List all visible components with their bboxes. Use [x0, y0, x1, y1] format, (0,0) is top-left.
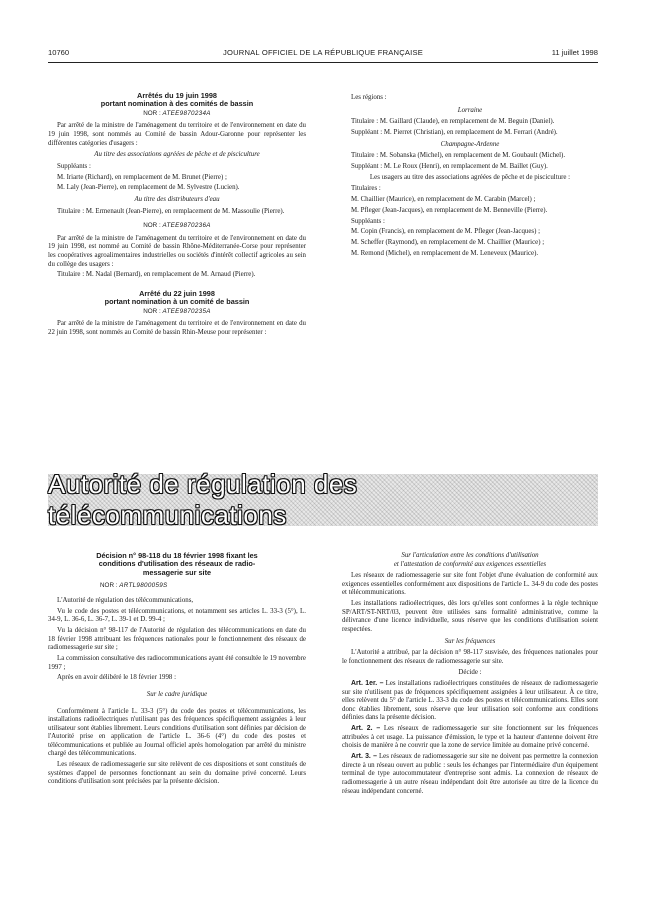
decide-heading: Décide : [458, 668, 482, 676]
paragraph: Suppléants : [57, 162, 91, 170]
section-subheading: Sur le cadre juridique [146, 690, 208, 698]
section-subheading: Au titre des associations agréées de pêche et de pisciculture [94, 151, 260, 159]
paragraph: Les régions : [351, 94, 387, 101]
paragraph: Suppléant : M. Le Roux (Henri), en remplacement de M. Baillet (Guy). [351, 162, 548, 170]
left-top-column [48, 92, 306, 340]
paragraph: Titulaire : M. Nadal (Bernard), en remplacement de M. Arnaud (Pierre). [57, 271, 256, 279]
article-2: Art. 2. – Les réseaux de radiomessagerie sur site fonctionnent sur les fréquences attribuées à cet usage. La puissance d'émission, le type et la hauteur d'antenne doivent être choisis de manière à ne couvrir que la zone de service limitée au domaine privé concerné. [342, 725, 598, 750]
banner-title: Autorité de régulation des télécommunications [48, 469, 358, 530]
paragraph: Par arrêté de la ministre de l'aménagement du territoire et de l'environnement en date du 19 juin 1998, sont nommés au Comité de bassin Adour-Garonne pour représenter les différentes catégories d'usagers : [48, 122, 306, 147]
paragraph: L'Autorité de régulation des télécommunications, [57, 596, 194, 604]
arretes-subtitle: portant nomination à des comités de bassin [100, 99, 254, 109]
paragraph: Titulaire : M. Sobanska (Michel), en remplacement de M. Goubault (Michel). [351, 152, 566, 160]
arretes-title: Arrêtés du 19 juin 1998 [137, 91, 217, 100]
nor-reference: NOR : ATEE9870236A [143, 222, 211, 230]
paragraph: M. Iriarte (Richard), en remplacement de M. Brunet (Pierre) ; [57, 173, 227, 181]
article-1: Art. 1er. – Les installations radioélectriques constituées de réseaux de radiomessagerie sur site n'utilisent pas de fréquences spécifiquement assignées à leur utilisateur. À ce titre, elles relèvent du 5° de l'article L. 33-3 du code des postes et télécommunications. Elles sont donc établies librement, sous réserve que leur utilisation soit conforme aux conditions définies dans la présente décision. [342, 680, 598, 722]
paragraph: Titulaire : M. Ermenault (Jean-Pierre), en remplacement de M. Massoulie (Pierre). [57, 207, 285, 215]
region-heading: Lorraine [457, 106, 483, 114]
paragraph: M. Remond (Michel), en remplacement de M. Leneveux (Maurice). [351, 250, 539, 257]
paragraph: Les réseaux de radiomessagerie sur site relèvent de ces dispositions et sont constitués de systèmes d'appel de personnes fonctionnant au sein du domaine privé concerné. Leurs conditions d'utilisation sont précisées par la présente décision. [48, 761, 306, 786]
paragraph: M. Copin (Francis), en remplacement de M. Pfleger (Jean-Jacques) ; [351, 228, 541, 236]
arrete-subtitle: portant nomination à un comité de bassin [104, 297, 250, 307]
paragraph: Conformément à l'article L. 33-3 (5°) du code des postes et télécommunications, les installations radioélectriques n'utilisant pas des fréquences spécifiquement assignées à leur utilisateur sont établies librement. Leurs conditions d'utilisation sont définies par décision de l'Autorité prise en application de l'article L. 36-6 (4°) du code des postes et télécommunications et publiée au Journal officiel après homologation par arrêté du ministre chargé des télécommunications. [48, 707, 306, 758]
paragraph: La commission consultative des radiocommunications ayant été consultée le 19 novembre 1997 ; [48, 654, 306, 671]
paragraph: M. Scheffer (Raymond), en remplacement de M. Chaillier (Maurice) ; [351, 239, 545, 247]
paragraph: M. Pfleger (Jean-Jacques), en remplacement de M. Benneville (Pierre). [351, 206, 548, 214]
right-top-column [342, 94, 598, 261]
page-number: 10760 [48, 48, 70, 57]
paragraph: Les installations radioélectriques, dès lors qu'elles sont conformes à la règle technique SP/ART/ST-NRT/03, peuvent être utilisées sans formalité administrative, comme la délivrance d'une licence individuelle, sous réserve que les conditions d'utilisation soient respectées. [342, 600, 598, 633]
paragraph: Titulaires : [351, 185, 381, 193]
section-subheading: Les usagers au titre des associations agréées de pêche et de pisciculture : [369, 173, 571, 181]
paragraph: Vu la décision n° 98-117 de l'Autorité de régulation des télécommunications en date du 18 février 1998 attribuant les fréquences nationales pour le fonctionnement des réseaux de radiomessagerie sur site ; [48, 626, 306, 652]
nor-reference: NOR : ARTL9800059S [100, 582, 168, 590]
paragraph: Les réseaux de radiomessagerie sur site font l'objet d'une évaluation de conformité aux exigences essentielles conformément aux dispositions de l'article L. 34-9 du code des postes et télécommunications. [342, 572, 598, 597]
article-label: Art. 1er. – [351, 680, 384, 688]
section-subheading: et l'attestation de conformité aux exigences essentielles [393, 560, 547, 568]
paragraph: M. Laly (Jean-Pierre), en remplacement de M. Sylvestre (Lucien). [57, 184, 240, 192]
decision-title: conditions d'utilisation des réseaux de radio- [98, 559, 256, 569]
decision-title: Décision n° 98-118 du 18 février 1998 fixant les [96, 551, 258, 560]
section-subheading: Sur l'articulation entre les conditions d'utilisation [401, 552, 539, 559]
paragraph: Par arrêté de la ministre de l'aménagement du territoire et de l'environnement en date du 22 juin 1998, sont nommés au Comité de bassin Rhin-Meuse pour représenter : [48, 320, 306, 337]
article-3: Art. 3. – Les réseaux de radiomessagerie sur site ne doivent pas permettre la connexion directe à un réseau ouvert au public : seuls les échanges par l'intermédiaire d'un équipement terminal de type autocommutateur d'entreprise sont admis. La connexion de réseaux de radiomessagerie à un autre réseau indépendant doit être autorisée au titre de la licence du réseau indépendant concerné. [342, 753, 599, 795]
header-rule [48, 62, 598, 63]
article-label: Art. 3. – [351, 753, 377, 761]
issue-date: 11 juillet 1998 [551, 48, 598, 57]
nor-reference: NOR : ATEE9870234A [143, 109, 211, 117]
page-header [48, 48, 598, 60]
section-subheading: Au titre des distributeurs d'eau [134, 195, 220, 203]
paragraph: Suppléant : M. Pierret (Christian), en remplacement de M. Ferrari (André). [351, 128, 558, 136]
left-bottom-column [48, 552, 306, 789]
paragraph: Suppléants : [351, 217, 385, 225]
article-label: Art. 2. – [351, 725, 381, 733]
region-heading: Champagne-Ardenne [440, 140, 500, 148]
paragraph: L'Autorité a attribué, par la décision n° 98-117 susvisée, des fréquences nationales pour le fonctionnement des réseaux de radiomessagerie sur site. [342, 649, 598, 665]
right-bottom-column [342, 552, 598, 798]
decision-title: messagerie sur site [142, 567, 212, 577]
paragraph: Vu le code des postes et télécommunications, et notamment ses articles L. 33-3 (5°), L. 34-9, L. 36-6, L. 36-7, L. 39-1 et D. 99-4 ; [48, 607, 306, 624]
arrete-title: Arrêté du 22 juin 1998 [139, 289, 215, 299]
authority-banner [48, 469, 598, 530]
journal-title: JOURNAL OFFICIEL DE LA RÉPUBLIQUE FRANÇAISE [222, 48, 424, 57]
paragraph: Par arrêté de la ministre de l'aménagement du territoire et de l'environnement en date du 19 juin 1998, est nommé au Comité de bassin Rhône-Méditerranée-Corse pour représenter les coopératives agroalimentaires industrielles ou sociétés d'intérêt collectif agricoles au sein du collège des usagers : [48, 234, 306, 268]
section-subheading: Sur les fréquences [444, 637, 496, 645]
paragraph: Titulaire : M. Gaillard (Claude), en remplacement de M. Beguin (Daniel). [351, 118, 555, 126]
nor-reference: NOR : ATEE9870235A [143, 307, 211, 315]
paragraph: Après en avoir délibéré le 18 février 1998 : [57, 674, 177, 682]
paragraph: M. Chaillier (Maurice), en remplacement de M. Carabin (Marcel) ; [351, 196, 536, 204]
